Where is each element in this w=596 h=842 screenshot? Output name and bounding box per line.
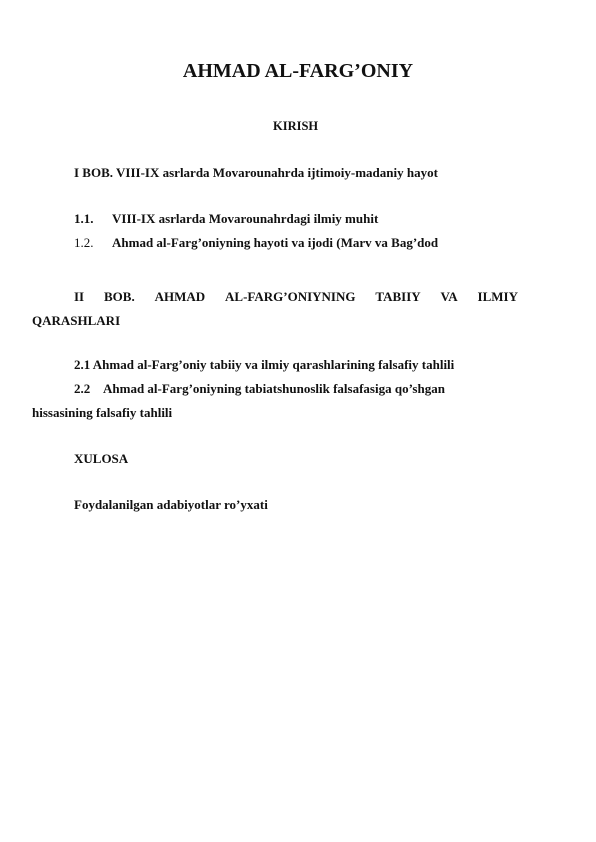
toc-section-1-1 bbox=[74, 211, 378, 227]
section-number: 1.1. bbox=[74, 211, 94, 226]
chapter-2-word: AHMAD bbox=[154, 289, 206, 304]
toc-chapter-2-continuation: QARASHLARI bbox=[32, 313, 121, 328]
toc-introduction: KIRISH bbox=[273, 119, 319, 133]
section-number: 1.2. bbox=[74, 235, 94, 250]
section-title: VIII-IX asrlarda Movarounahrdagi ilmiy muhit bbox=[112, 211, 379, 226]
toc-chapter-2 bbox=[74, 289, 518, 305]
chapter-2-word: II bbox=[74, 289, 85, 304]
chapter-2-word: TABIIY bbox=[375, 289, 421, 304]
toc-section-2-1: 2.1 Ahmad al-Farg’oniy tabiiy va ilmiy qarashlarining falsafiy tahlili bbox=[74, 357, 455, 372]
toc-conclusion: XULOSA bbox=[74, 451, 129, 466]
chapter-2-word: AL-FARG’ONIYNING bbox=[225, 289, 356, 304]
toc-section-1-2 bbox=[74, 235, 438, 251]
toc-chapter-1: I BOB. VIII-IX asrlarda Movarounahrda ijtimoiy-madaniy hayot bbox=[74, 165, 438, 180]
section-title: Ahmad al-Farg’oniyning hayoti va ijodi (Marv va Bag’dod bbox=[112, 235, 439, 250]
chapter-2-word: ILMIY bbox=[477, 289, 518, 304]
toc-section-2-2 bbox=[74, 381, 445, 397]
chapter-2-word: VA bbox=[440, 289, 458, 304]
document-title: AHMAD AL-FARG’ONIY bbox=[182, 60, 414, 82]
section-title: Ahmad al-Farg’oniyning tabiatshunoslik falsafasiga qo’shgan bbox=[103, 381, 445, 396]
section-number: 2.2 bbox=[74, 381, 91, 396]
toc-section-2-2-continuation: hissasining falsafiy tahlili bbox=[32, 405, 173, 420]
chapter-2-word: BOB. bbox=[104, 289, 135, 304]
toc-references: Foydalanilgan adabiyotlar ro’yxati bbox=[74, 497, 268, 512]
